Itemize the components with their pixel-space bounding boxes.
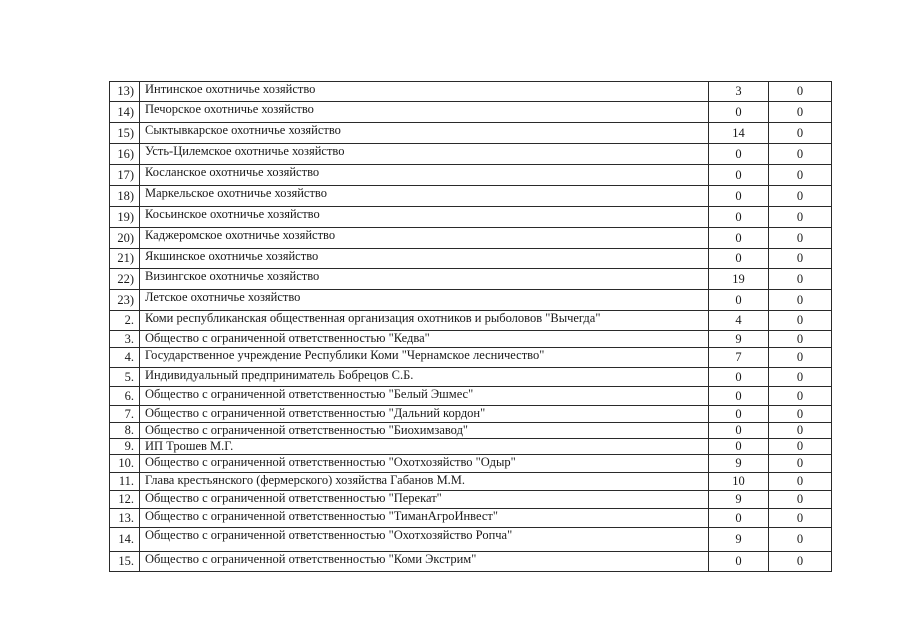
organization-name: Усть-Цилемское охотничье хозяйство (140, 144, 709, 165)
value-col-2: 0 (769, 290, 832, 311)
value-col-2: 0 (769, 552, 832, 572)
row-number: 13. (110, 509, 140, 528)
value-col-1: 9 (709, 528, 769, 552)
organization-name: Печорское охотничье хозяйство (140, 102, 709, 123)
organization-name: Индивидуальный предприниматель Бобрецов С.Б. (140, 368, 709, 387)
table-row (110, 82, 832, 102)
value-col-2: 0 (769, 491, 832, 509)
organization-name: Коми республиканская общественная организация охотников и рыболовов "Вычегда" (140, 311, 709, 331)
organization-name: Государственное учреждение Республики Коми "Чернамское лесничество" (140, 348, 709, 368)
row-number: 13) (110, 82, 140, 102)
table-row (110, 102, 832, 123)
table-row (110, 290, 832, 311)
value-col-1: 0 (709, 165, 769, 186)
value-col-2: 0 (769, 423, 832, 439)
value-col-1: 0 (709, 387, 769, 406)
table-row (110, 144, 832, 165)
table-row (110, 249, 832, 269)
row-number: 14) (110, 102, 140, 123)
table-row (110, 186, 832, 207)
organization-name: Косьинское охотничье хозяйство (140, 207, 709, 228)
value-col-2: 0 (769, 509, 832, 528)
value-col-2: 0 (769, 123, 832, 144)
row-number: 15. (110, 552, 140, 572)
value-col-1: 0 (709, 552, 769, 572)
value-col-2: 0 (769, 406, 832, 423)
row-number: 2. (110, 311, 140, 331)
value-col-1: 19 (709, 269, 769, 290)
value-col-1: 0 (709, 102, 769, 123)
value-col-1: 0 (709, 290, 769, 311)
table-row (110, 228, 832, 249)
row-number: 23) (110, 290, 140, 311)
row-number: 15) (110, 123, 140, 144)
organization-name: Общество с ограниченной ответственностью "Охотхозяйство "Одыр" (140, 455, 709, 473)
value-col-2: 0 (769, 473, 832, 491)
value-col-1: 0 (709, 207, 769, 228)
value-col-2: 0 (769, 186, 832, 207)
table-row (110, 423, 832, 439)
organization-name: ИП Трошев М.Г. (140, 439, 709, 455)
table-row (110, 123, 832, 144)
value-col-1: 0 (709, 423, 769, 439)
value-col-1: 7 (709, 348, 769, 368)
row-number: 9. (110, 439, 140, 455)
organization-name: Косланское охотничье хозяйство (140, 165, 709, 186)
value-col-2: 0 (769, 269, 832, 290)
value-col-2: 0 (769, 207, 832, 228)
organization-name: Общество с ограниченной ответственностью "Дальний кордон" (140, 406, 709, 423)
value-col-1: 0 (709, 439, 769, 455)
table-row (110, 331, 832, 348)
table-row (110, 528, 832, 552)
value-col-2: 0 (769, 455, 832, 473)
value-col-2: 0 (769, 311, 832, 331)
table-row (110, 455, 832, 473)
table-row (110, 509, 832, 528)
row-number: 12. (110, 491, 140, 509)
organization-name: Общество с ограниченной ответственностью "Перекат" (140, 491, 709, 509)
hunting-farms-table (109, 81, 832, 572)
table-row (110, 491, 832, 509)
value-col-2: 0 (769, 368, 832, 387)
value-col-2: 0 (769, 228, 832, 249)
table-row (110, 406, 832, 423)
value-col-1: 3 (709, 82, 769, 102)
value-col-2: 0 (769, 82, 832, 102)
table-row (110, 311, 832, 331)
value-col-2: 0 (769, 528, 832, 552)
table-row (110, 387, 832, 406)
value-col-1: 9 (709, 455, 769, 473)
value-col-1: 0 (709, 249, 769, 269)
organization-name: Маркельское охотничье хозяйство (140, 186, 709, 207)
value-col-2: 0 (769, 144, 832, 165)
value-col-1: 0 (709, 368, 769, 387)
organization-name: Визингское охотничье хозяйство (140, 269, 709, 290)
value-col-2: 0 (769, 439, 832, 455)
table-row (110, 552, 832, 572)
organization-name: Общество с ограниченной ответственностью "Охотхозяйство Ропча" (140, 528, 709, 552)
row-number: 17) (110, 165, 140, 186)
organization-name: Летское охотничье хозяйство (140, 290, 709, 311)
row-number: 7. (110, 406, 140, 423)
value-col-1: 0 (709, 186, 769, 207)
row-number: 8. (110, 423, 140, 439)
value-col-2: 0 (769, 348, 832, 368)
value-col-2: 0 (769, 102, 832, 123)
table-row (110, 207, 832, 228)
value-col-2: 0 (769, 331, 832, 348)
organization-name: Общество с ограниченной ответственностью "Белый Эшмес" (140, 387, 709, 406)
row-number: 22) (110, 269, 140, 290)
table-body (110, 82, 832, 572)
value-col-1: 9 (709, 491, 769, 509)
row-number: 21) (110, 249, 140, 269)
value-col-1: 0 (709, 509, 769, 528)
value-col-1: 9 (709, 331, 769, 348)
value-col-1: 10 (709, 473, 769, 491)
table-row (110, 439, 832, 455)
row-number: 14. (110, 528, 140, 552)
organization-name: Общество с ограниченной ответственностью "Коми Экстрим" (140, 552, 709, 572)
row-number: 4. (110, 348, 140, 368)
table-row (110, 165, 832, 186)
value-col-2: 0 (769, 387, 832, 406)
row-number: 18) (110, 186, 140, 207)
row-number: 11. (110, 473, 140, 491)
organization-name: Интинское охотничье хозяйство (140, 82, 709, 102)
table-row (110, 473, 832, 491)
organization-name: Якшинское охотничье хозяйство (140, 249, 709, 269)
value-col-1: 0 (709, 144, 769, 165)
row-number: 19) (110, 207, 140, 228)
row-number: 10. (110, 455, 140, 473)
value-col-1: 14 (709, 123, 769, 144)
value-col-2: 0 (769, 249, 832, 269)
organization-name: Общество с ограниченной ответственностью "Кедва" (140, 331, 709, 348)
value-col-1: 4 (709, 311, 769, 331)
organization-name: Сыктывкарское охотничье хозяйство (140, 123, 709, 144)
row-number: 3. (110, 331, 140, 348)
organization-name: Глава крестьянского (фермерского) хозяйства Габанов М.М. (140, 473, 709, 491)
organization-name: Общество с ограниченной ответственностью "ТиманАгроИнвест" (140, 509, 709, 528)
row-number: 6. (110, 387, 140, 406)
value-col-1: 0 (709, 406, 769, 423)
table-row (110, 368, 832, 387)
organization-name: Общество с ограниченной ответственностью "Биохимзавод" (140, 423, 709, 439)
row-number: 5. (110, 368, 140, 387)
value-col-1: 0 (709, 228, 769, 249)
value-col-2: 0 (769, 165, 832, 186)
organization-name: Каджеромское охотничье хозяйство (140, 228, 709, 249)
table-row (110, 348, 832, 368)
row-number: 20) (110, 228, 140, 249)
table-row (110, 269, 832, 290)
row-number: 16) (110, 144, 140, 165)
